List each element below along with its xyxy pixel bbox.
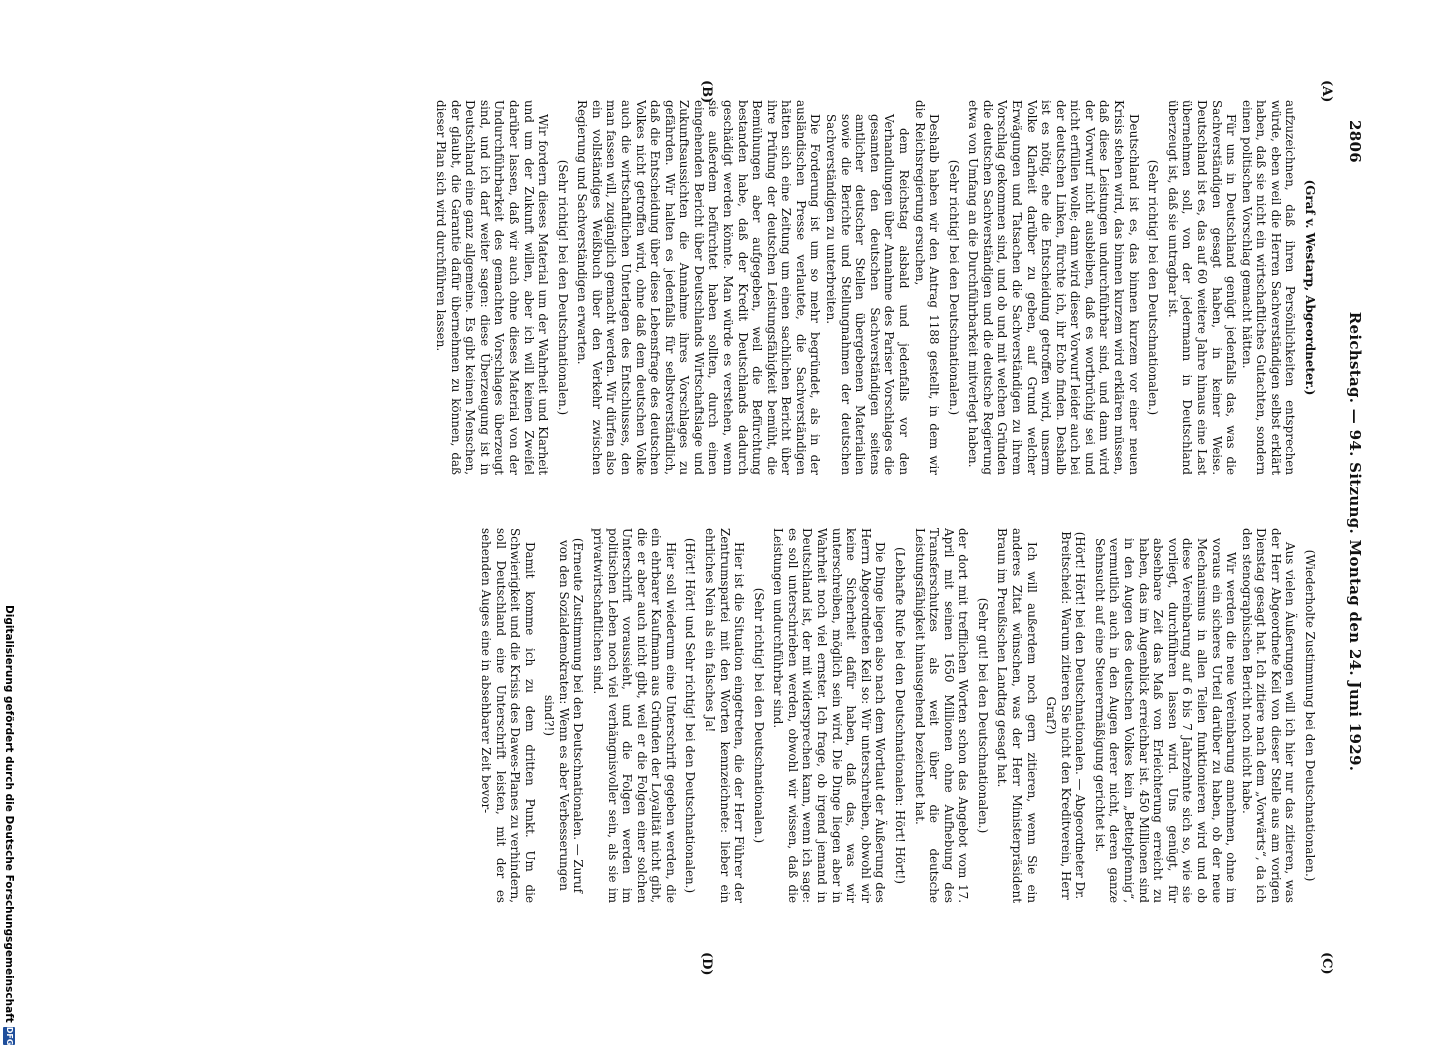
paragraph: Wir fordern dieses Material um der Wahrheit und Klarheit und um der Zukunft willen, aber ich will keinen Zweifel darüber lassen, daß wir auch ohne dieses Material von der Undurchführbarkeit des gemachten Vorschlages überzeugt sind, und ich darf weiter sagen: diese Überzeugung ist in Deutschland eine ganz allgemeine. Es gibt keinen Menschen, der glaubt, die Garantie dafür übernehmen zu können, daß dieser Plan sich wird durchführen lassen. bbox=[434, 100, 551, 475]
quoted-motion: dem Reichstag alsbald und jedenfalls vor den Verhandlungen über Annahme des Pariser Vorschlages die gesamten den deutschen Sachverständigen seitens amtlicher deutscher Stellen übergebenen Materialien sowie die Berichte und Stellungnahmen der deutschen Sachverständigen zu unterbreiten. bbox=[824, 114, 911, 475]
paragraph: Hier soll wiederum eine Unterschrift gegeben werden, die ein ehrbarer Kaufmann aus Gründen der Loyalität nicht gibt, die er aber auch nicht gibt, weil er die Folgen einer solchen Unterschrift voraussieht, und die Folgen werden im politischen Leben noch viel verhängnisvoller sein, als sie im privatwirtschaftlichen sind. bbox=[590, 528, 678, 903]
interjection: (Sehr gut! bei den Deutschnationalen.) bbox=[975, 597, 990, 834]
page-header bbox=[1346, 120, 1364, 920]
paragraph: Die Forderung ist um so mehr begründet, als in der ausländischen Presse verlautete, die Sachverständigen hätten sich eine Zeitung um einen sachlichen Bericht über ihre Prüfung der deutschen Leistungsfähigkeit bemüht, die Bemühungen aber aufgegeben, weil die Befürchtung bestanden habe, daß der Kredit Deutschlands dadurch geschädigt werden könnte. Man würde es verstehen, wenn sie außerdem befürchtet haben sollten, durch einen eingehenden Bericht über Deutschlands Wirtschaftslage und Zukunftsaussichten die Annahme ihres Vorschlages zu gefährden. Wir halten es jedenfalls für selbstverständlich, daß die Entscheidung über diese Lebensfrage des deutschen Volkes nicht getroffen wird, ohne daß dem deutschen Volke auch die wirtschaftlichen Unterlagen des Entschlusses, den man fassen will, zugänglich gemacht werden. Wir dürfen also ein vollständiges Weißbuch über den Verkehr zwischen Regierung und Sachverständigen erwarten. bbox=[575, 100, 823, 475]
paragraph: Aus vielen Äußerungen will ich hier nur das zitieren, was der Herr Abgeordnete Keil von dieser Stelle aus am vorigen Dienstag gesagt hat. Ich zitiere nach dem „Vorwärts“, da ich den stenographischen Bericht noch nicht habe. bbox=[1239, 528, 1298, 903]
interjection: (Sehr richtig! bei den Deutschnationalen.) bbox=[555, 159, 570, 416]
page-number: 2806 bbox=[1346, 120, 1364, 163]
quotation: Wir werden die neue Vereinbarung annehmen, ohne im voraus ein sicheres Urteil darüber zu haben, ob der neue Mechanismus in allen Teilen funktionieren wird und ob diese Vereinbarung auf 6 bis 7 Jahrzehnte sich so, wie sie vorliegt, durchführen lassen wird. Uns genügt, für absehbare Zeit das Maß von Erleichterung erreicht zu haben, das im Augenblick erreichbar ist. 450 Millionen sind in den Augen des deutschen Volkes kein „Bettelpfennig“, vermutlich auch in den Augen derer nicht, deren ganze Sehnsucht auf eine Steuerermäßigung gerichtet ist. bbox=[1092, 538, 1239, 903]
dfg-logo-icon: DFG bbox=[5, 1026, 14, 1045]
page-title: Reichstag. — 94. Sitzung. Montag den 24. Juni 1929. bbox=[1346, 311, 1364, 772]
interjection: (Wiederholte Zustimmung bei den Deutschnationalen.) bbox=[1303, 549, 1317, 882]
digitization-credit bbox=[0, 0, 18, 1045]
margin-marker-a: (A) bbox=[1319, 80, 1334, 103]
text-column-right bbox=[52, 528, 1322, 903]
margin-marker-d: (D) bbox=[699, 952, 714, 976]
interjection: (Erneute Zustimmung bei den Deutschnationalen. — Zuruf von den Sozialdemokraten: Wenn es aber Verbesserungen sind?!) bbox=[542, 537, 586, 894]
credit-text: Digitalisierung gefördert durch die Deutsche Forschungsgemeinschaft bbox=[3, 605, 15, 1023]
interjection: (Sehr richtig! bei den Deutschnationalen.) bbox=[946, 159, 961, 416]
text-column-left bbox=[52, 100, 1322, 475]
paragraph: Die Dinge liegen also nach dem Wortlaut der Äußerung des Herrn Abgeordneten Keil so: Wir unterschreiben, obwohl wir keine Sicherheit dafür haben, daß das, was wir unterschreiben, möglich sein wird. Die Dinge liegen aber in Wahrheit noch viel ernster. Ich frage, ob irgend jemand in Deutschland ist, der mit widersprechen kann, wenn ich sage: es soll unterschrieben werden, obwohl wir wissen, daß die Leistungen undurchführbar sind. bbox=[771, 528, 888, 903]
paragraph: Für uns in Deutschland genügt jedenfalls das, was die Sachverständigen gesagt haben, in keiner Weise. Deutschland ist es, das auf 60 weitere Jahre hinaus eine Last übernehmen soll, von der jedermann in Deutschland überzeugt ist, daß sie untragbar ist. bbox=[1165, 100, 1239, 475]
paragraph: Damit komme ich zu dem dritten Punkt. Um die Schwierigkeit und die Krisis des Dawes-Planes zu verhindern, soll Deutschland eine Unterschrift leisten, mit der es sehenden Auges eine in absehbarer Zeit bevor- bbox=[478, 528, 537, 903]
paragraph: Deshalb haben wir den Antrag 1188 gestellt, in dem wir die Reichsregierung ersuchen, bbox=[912, 100, 942, 475]
margin-marker-b: (B) bbox=[699, 80, 714, 104]
interjection: (Hört! Hört! und Sehr richtig! bei den Deutschnationalen.) bbox=[683, 537, 698, 894]
interjection: (Sehr richtig! bei den Deutschnationalen.) bbox=[1146, 159, 1161, 416]
paragraph: der dort mit trefflichen Worten schon das Angebot vom 17. April mit seinen 1650 Millionen ohne Aufhebung des Transferschutzes als weit über die deutsche Leistungsfähigkeit hinausgehend bezeichnet hat. bbox=[912, 528, 971, 903]
paragraph: aufzuzeichnen, daß ihren Persönlichkeiten entsprechen würde, eben weil die Herren Sachverständigen selbst erklärt haben, daß sie nicht ein wirtschaftliches Gutachten, sondern einen politischen Vorschlag gemacht hätten. bbox=[1239, 100, 1298, 475]
interjection: (Lebhafte Rufe bei den Deutschnationalen: Hört! Hört!) bbox=[892, 547, 907, 884]
interjection: (Sehr richtig! bei den Deutschnationalen.) bbox=[751, 587, 766, 844]
paragraph: Deutschland ist es, das binnen kurzem vor einer neuen Krisis stehen wird, das binnen kurzem wird erklären müssen, daß diese Leistungen undurchführbar sind, und dann wird der Vorwurf nicht ausbleiben, daß es wortbrüchig sei und nicht erfüllen wolle; dann wird dieser Vorwurf leider auch bei der deutschen Linken, fürchte ich, ihr Echo finden. Deshalb ist es nötig, ehe die Entscheidung getroffen wird, unserm Volke Klarheit darüber zu geben, auf Grund welcher Erwägungen und Tatsachen die Sachverständigen zu ihrem Vorschlag gekommen sind, und ob und mit welchen Gründen die deutschen Sachverständigen und die deutsche Regierung etwa von Umfang an die Durchführbarkeit mitverlegt haben. bbox=[966, 100, 1141, 475]
margin-marker-c: (C) bbox=[1319, 952, 1334, 975]
interjection: (Hört! Hört! bei den Deutschnationalen. — Abgeordneter Dr. Breitscheid: Warum zitieren Sie nicht den Kreditverein, Herr Graf?) bbox=[1044, 531, 1088, 900]
speaker-line: (Graf v. Westarp, Abgeordneter.) bbox=[1303, 179, 1317, 396]
paragraph: Hier ist die Situation eingetreten, die der Herr Führer der Zentrumspartei mit den Worten kennzeichnete: lieber ein ehrliches Nein als ein falsches Ja! bbox=[703, 528, 747, 903]
paragraph: Ich will außerdem noch gern zitieren, wenn Sie ein anderes Zitat wünschen, was der Herr Ministerpräsident Braun im Preußischen Landtag gesagt hat. bbox=[995, 528, 1039, 903]
